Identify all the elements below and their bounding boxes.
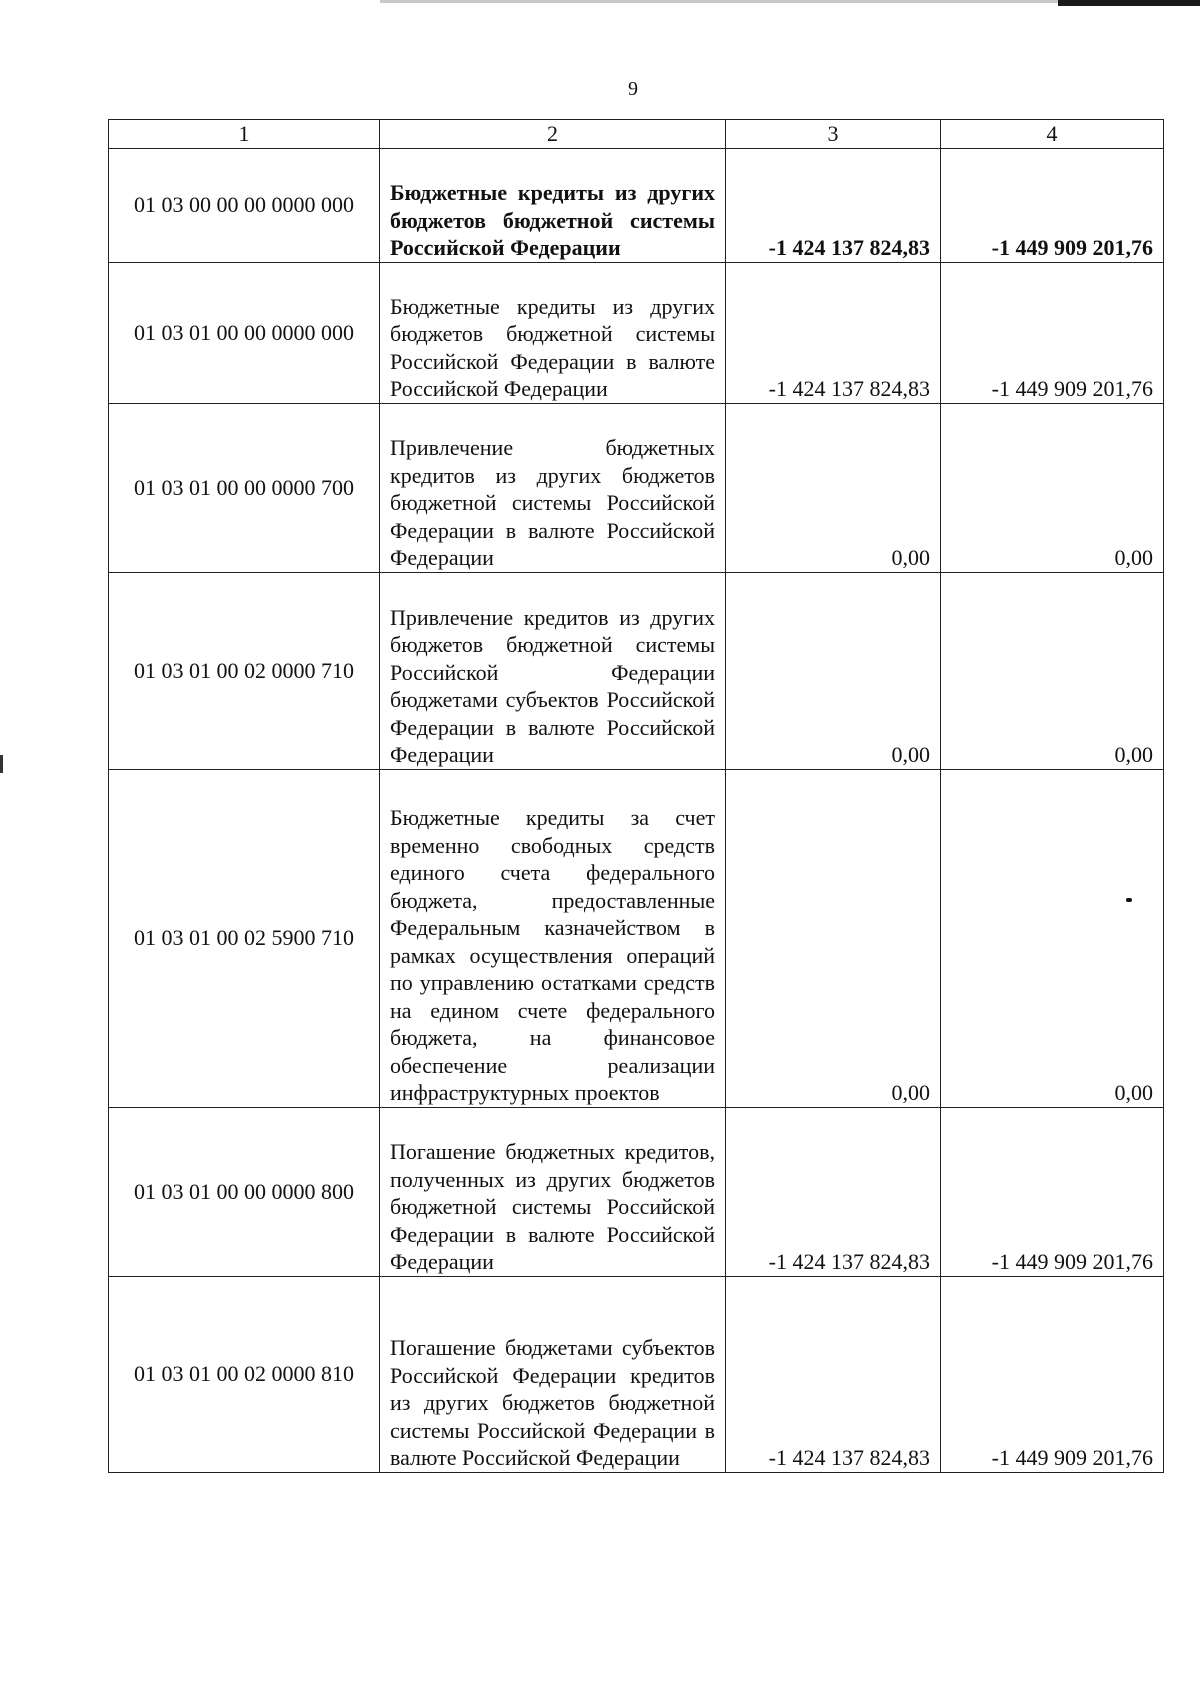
- budget-code: 01 03 01 00 02 0000 810: [109, 1276, 380, 1472]
- scan-artifact-corner: [1058, 0, 1200, 6]
- value-col-4: -1 449 909 201,76: [941, 1276, 1164, 1472]
- value-col-3: 0,00: [726, 403, 941, 572]
- item-name: Бюджетные кредиты за счет временно свободных средств единого счета федерального бюджета, предоставленные Федеральным казначейством в рамках осуществления операций по управлению остатками средств на едином счете федерального бюджета, на финансовое обеспечение реализации инфраструктурных проектов: [380, 769, 726, 1107]
- budget-code: 01 03 01 00 02 0000 710: [109, 572, 380, 769]
- column-header-4: 4: [941, 120, 1164, 149]
- value-col-4: -1 449 909 201,76: [941, 1107, 1164, 1276]
- column-header-2: 2: [380, 120, 726, 149]
- value-col-4: 0,00: [941, 769, 1164, 1107]
- column-header-3: 3: [726, 120, 941, 149]
- value-col-4: -1 449 909 201,76: [941, 262, 1164, 403]
- value-col-3: -1 424 137 824,83: [726, 148, 941, 262]
- budget-sources-table: [108, 119, 1164, 1473]
- scan-artifact-top: [380, 0, 1060, 3]
- item-name: Погашение бюджетных кредитов, полученных из других бюджетов бюджетной системы Российской Федерации в валюте Российской Федерации: [380, 1107, 726, 1276]
- table-header-row: [109, 120, 1164, 149]
- table-row: [109, 572, 1164, 769]
- value-col-4: 0,00: [941, 572, 1164, 769]
- item-name: Бюджетные кредиты из других бюджетов бюджетной системы Российской Федерации в валюте Российской Федерации: [380, 262, 726, 403]
- value-col-3: -1 424 137 824,83: [726, 1107, 941, 1276]
- budget-code: 01 03 01 00 02 5900 710: [109, 769, 380, 1107]
- stray-mark: [1126, 898, 1132, 902]
- item-name: Погашение бюджетами субъектов Российской Федерации кредитов из других бюджетов бюджетной системы Российской Федерации в валюте Российской Федерации: [380, 1276, 726, 1472]
- value-col-3: 0,00: [726, 769, 941, 1107]
- value-col-3: 0,00: [726, 572, 941, 769]
- value-col-4: 0,00: [941, 403, 1164, 572]
- item-name: Привлечение кредитов из других бюджетов бюджетной системы Российской Федерации бюджетами субъектов Российской Федерации в валюте Российской Федерации: [380, 572, 726, 769]
- column-header-1: 1: [109, 120, 380, 149]
- table-row: [109, 1276, 1164, 1472]
- value-col-3: -1 424 137 824,83: [726, 1276, 941, 1472]
- item-name: Привлечение бюджетных кредитов из других бюджетов бюджетной системы Российской Федерации в валюте Российской Федерации: [380, 403, 726, 572]
- table-row: [109, 148, 1164, 262]
- table-row: [109, 1107, 1164, 1276]
- table-row: [109, 403, 1164, 572]
- budget-code: 01 03 01 00 00 0000 700: [109, 403, 380, 572]
- value-col-4: -1 449 909 201,76: [941, 148, 1164, 262]
- value-col-3: -1 424 137 824,83: [726, 262, 941, 403]
- budget-code: 01 03 00 00 00 0000 000: [109, 148, 380, 262]
- item-name: Бюджетные кредиты из других бюджетов бюджетной системы Российской Федерации: [380, 148, 726, 262]
- page-number: 9: [628, 78, 638, 100]
- budget-code: 01 03 01 00 00 0000 000: [109, 262, 380, 403]
- table-row: [109, 262, 1164, 403]
- budget-code: 01 03 01 00 00 0000 800: [109, 1107, 380, 1276]
- scan-artifact-left: [0, 755, 3, 773]
- table-row: [109, 769, 1164, 1107]
